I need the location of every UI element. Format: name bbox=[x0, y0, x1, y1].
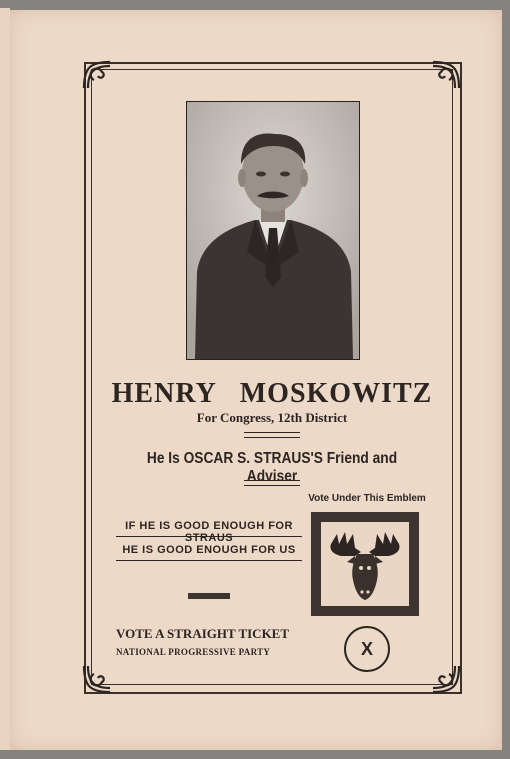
straight-ticket-line: VOTE A STRAIGHT TICKET bbox=[116, 626, 290, 641]
short-bar bbox=[188, 593, 230, 599]
slogan-line-2: HE IS GOOD ENOUGH FOR US bbox=[122, 544, 296, 556]
divider-rule bbox=[244, 480, 300, 486]
scroll-ornament-icon bbox=[80, 58, 114, 92]
scroll-ornament-icon bbox=[80, 662, 114, 696]
party-name: NATIONAL PROGRESSIVE PARTY bbox=[116, 647, 271, 657]
slogan-rule bbox=[116, 560, 302, 561]
slogan-rule bbox=[116, 536, 302, 537]
office-line: For Congress, 12th District bbox=[196, 410, 348, 425]
portrait-photo-icon bbox=[187, 102, 359, 359]
party-emblem bbox=[311, 512, 419, 616]
candidate-portrait bbox=[186, 101, 360, 360]
bull-moose-icon bbox=[321, 522, 409, 606]
scroll-ornament-icon bbox=[429, 662, 463, 696]
divider-rule bbox=[244, 432, 300, 438]
ballot-x-mark: X bbox=[344, 626, 390, 672]
slogan-line-1: IF HE IS GOOD ENOUGH FOR STRAUS bbox=[125, 520, 293, 544]
previous-page-edge bbox=[0, 8, 10, 750]
emblem-label: Vote Under This Emblem bbox=[308, 493, 426, 504]
endorsement-line: He Is OSCAR S. STRAUS'S Friend and Adviser bbox=[146, 450, 398, 485]
scroll-ornament-icon bbox=[429, 58, 463, 92]
candidate-name: HENRY MOSKOWITZ bbox=[111, 378, 433, 409]
